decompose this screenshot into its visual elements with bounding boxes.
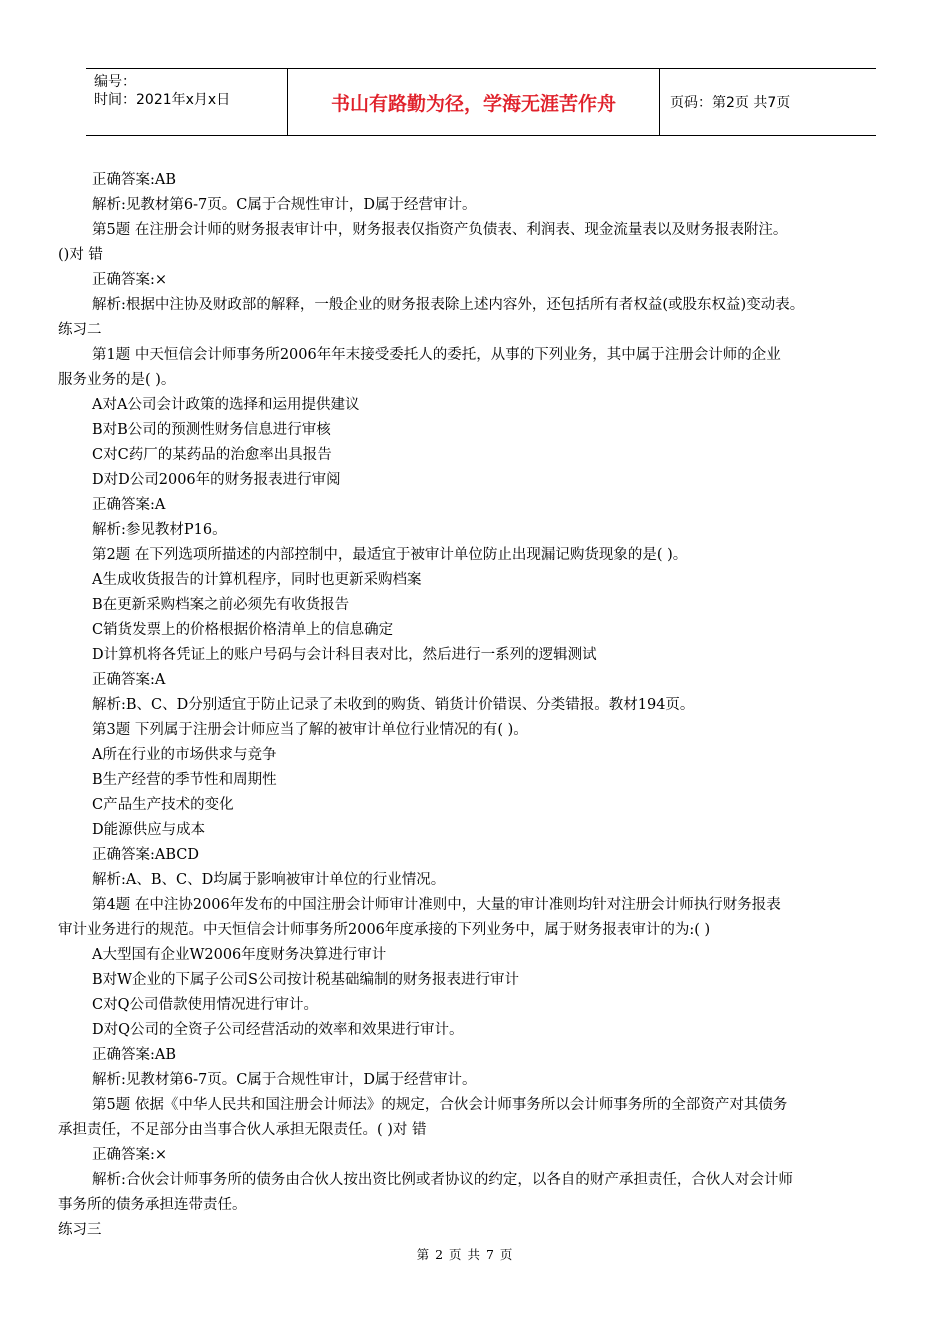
text-line: 正确答案:× [92, 272, 168, 288]
page-footer [0, 1245, 950, 1263]
document-body [58, 168, 908, 1243]
text-line: D计算机将各凭证上的账户号码与会计科目表对比，然后进行一系列的逻辑测试 [92, 647, 597, 663]
text-line: 审计业务进行的规范。中天恒信会计师事务所2006年度承接的下列业务中，属于财务报表审计的为:( ) [58, 922, 711, 938]
text-line: 第1题 中天恒信会计师事务所2006年年末接受委托人的委托，从事的下列业务，其中属于注册会计师的企业 [92, 347, 781, 363]
text-line: 事务所的债务承担连带责任。 [58, 1197, 247, 1213]
document-time-label: 时间：2021年x月x日 [94, 92, 231, 108]
text-line: 第4题 在中注协2006年发布的中国注册会计师审计准则中，大量的审计准则均针对注册会计师执行财务报表 [92, 897, 781, 913]
text-line: B生产经营的季节性和周期性 [92, 772, 277, 788]
footer-page-number: 第 2 页 共 7 页 [416, 1247, 514, 1262]
text-line: ()对 错 [58, 247, 103, 263]
text-line: 服务业务的是( )。 [58, 372, 176, 388]
text-line: 正确答案:× [92, 1147, 168, 1163]
text-line: C对C药厂的某药品的治愈率出具报告 [92, 447, 332, 463]
header-motto: 书山有路勤为径，学海无涯苦作舟 [330, 92, 616, 115]
text-line: 正确答案:ABCD [92, 847, 200, 863]
text-line: 解析:见教材第6-7页。C属于合规性审计，D属于经营审计。 [92, 1072, 477, 1088]
text-line: B对W企业的下属子公司S公司按计税基础编制的财务报表进行审计 [92, 972, 519, 988]
text-line: 练习二 [58, 322, 102, 338]
text-line: 解析:合伙会计师事务所的债务由合伙人按出资比例或者协议的约定，以各自的财产承担责任，合伙人对会计师 [92, 1172, 793, 1188]
text-line: 解析:根据中注协及财政部的解释，一般企业的财务报表除上述内容外，还包括所有者权益(或股东权益)变动表。 [92, 297, 805, 313]
text-line: 正确答案:A [92, 497, 166, 513]
text-line: D能源供应与成本 [92, 822, 206, 838]
text-line: A所在行业的市场供求与竞争 [92, 747, 277, 763]
text-line: 第5题 在注册会计师的财务报表审计中，财务报表仅指资产负债表、利润表、现金流量表以及财务报表附注。 [92, 222, 788, 238]
text-line: 正确答案:A [92, 672, 166, 688]
text-line: 解析:见教材第6-7页。C属于合规性审计，D属于经营审计。 [92, 197, 477, 213]
text-line: D对D公司2006年的财务报表进行审阅 [92, 472, 341, 488]
text-line: C销货发票上的价格根据价格清单上的信息确定 [92, 622, 394, 638]
text-line: 解析:A、B、C、D均属于影响被审计单位的行业情况。 [92, 872, 446, 888]
text-line: 第3题 下列属于注册会计师应当了解的被审计单位行业情况的有( )。 [92, 722, 528, 738]
text-line: 正确答案:AB [92, 1047, 177, 1063]
header-meta [86, 69, 288, 135]
header-motto-cell [288, 69, 660, 135]
text-line: A生成收货报告的计算机程序，同时也更新采购档案 [92, 572, 422, 588]
text-line: A对A公司会计政策的选择和运用提供建议 [92, 397, 360, 413]
text-line: 练习三 [58, 1222, 102, 1238]
text-line: B在更新采购档案之前必须先有收货报告 [92, 597, 350, 613]
text-line: 正确答案:AB [92, 172, 177, 188]
text-line: C产品生产技术的变化 [92, 797, 234, 813]
header-page-cell [660, 69, 876, 135]
text-line: B对B公司的预测性财务信息进行审核 [92, 422, 331, 438]
document-number-label: 编号： [94, 74, 136, 90]
text-line: C对Q公司借款使用情况进行审计。 [92, 997, 318, 1013]
text-line: 解析:参见教材P16。 [92, 522, 227, 538]
text-line: D对Q公司的全资子公司经营活动的效率和效果进行审计。 [92, 1022, 464, 1038]
header-page-code: 页码：第2页 共7页 [670, 95, 791, 111]
text-line: 第5题 依据《中华人民共和国注册会计师法》的规定，合伙会计师事务所以会计师事务所的全部资产对其债务 [92, 1097, 788, 1113]
text-line: 第2题 在下列选项所描述的内部控制中，最适宜于被审计单位防止出现漏记购货现象的是( )。 [92, 547, 688, 563]
page-header [86, 68, 876, 136]
text-line: A大型国有企业W2006年度财务决算进行审计 [92, 947, 387, 963]
text-line: 承担责任，不足部分由当事合伙人承担无限责任。( )对 错 [58, 1122, 427, 1138]
text-line: 解析:B、C、D分别适宜于防止记录了未收到的购货、销货计价错误、分类错报。教材194页。 [92, 697, 695, 713]
